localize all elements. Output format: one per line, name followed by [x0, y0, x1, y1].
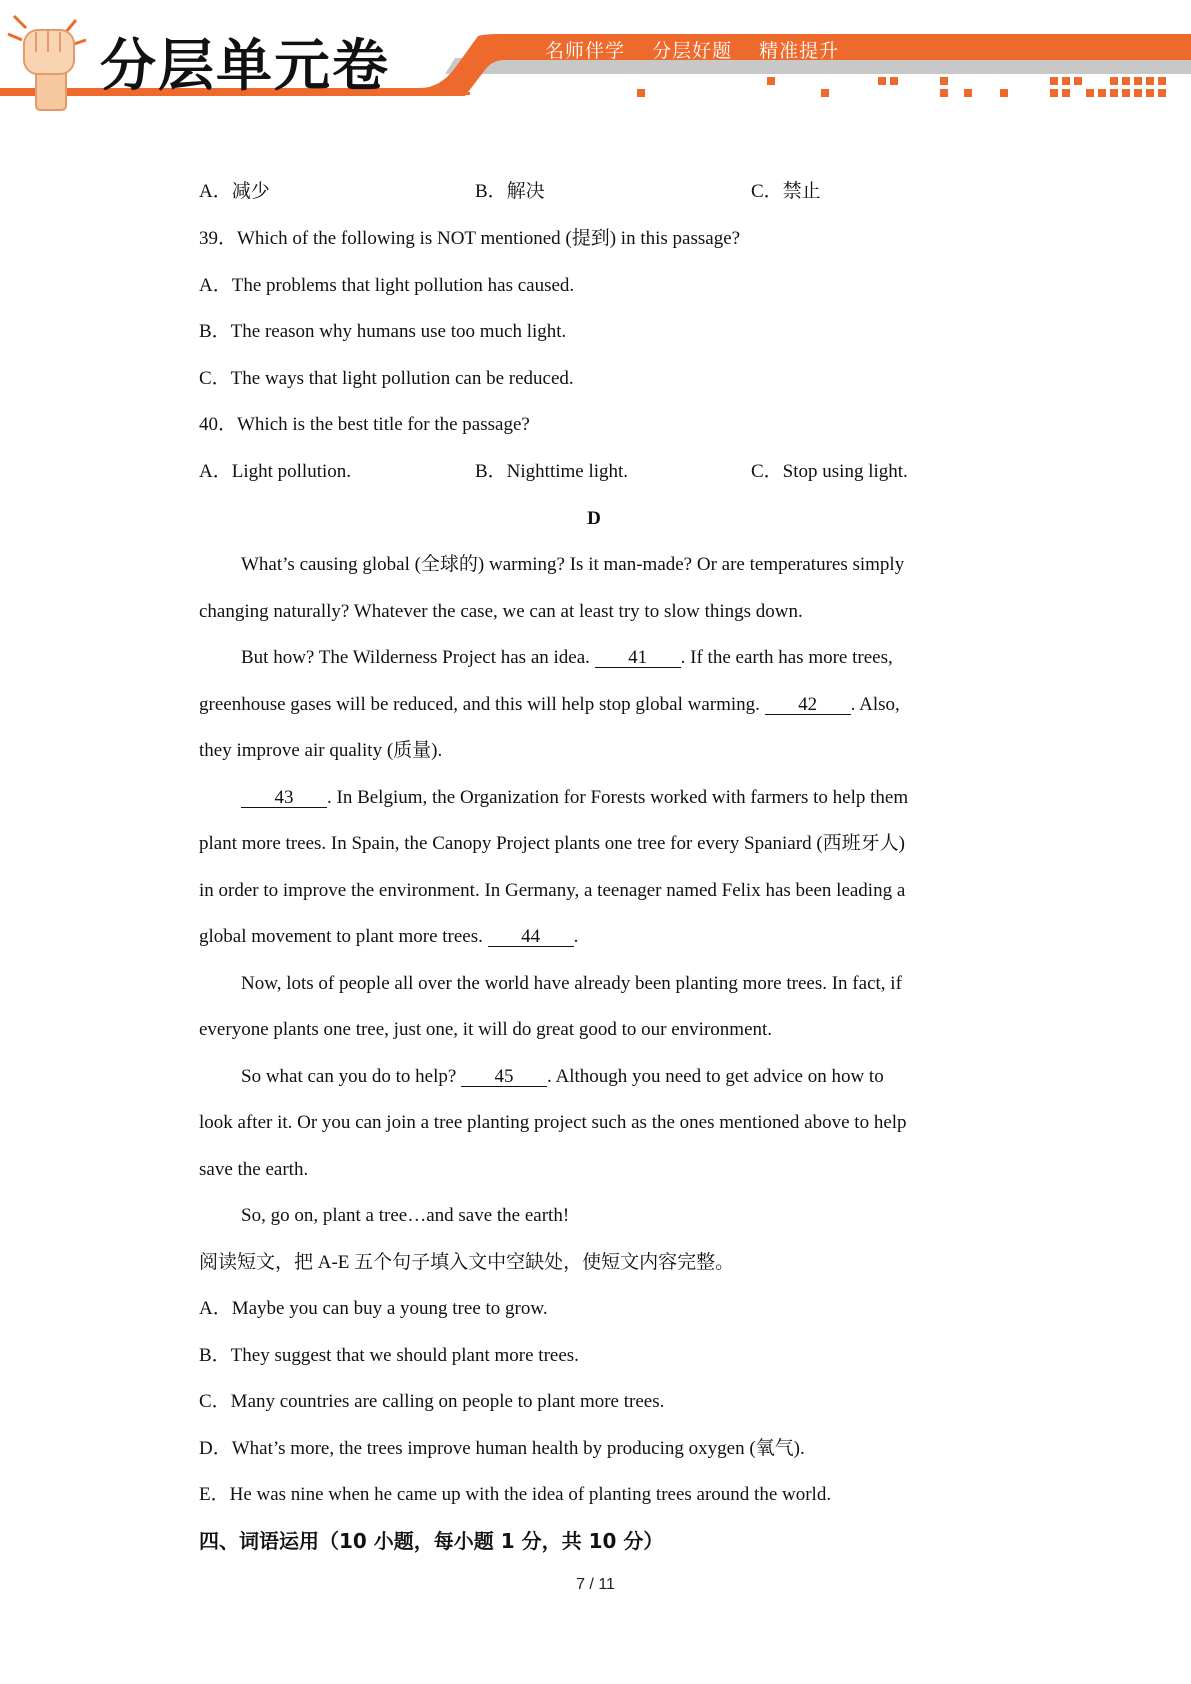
passage-p2-line2 [199, 693, 900, 717]
q38-option-b: B．解决 [475, 181, 545, 202]
passage-text: . If the earth has more trees, [680, 647, 893, 668]
blank-43[interactable]: 43 [241, 789, 327, 808]
header-slogan [545, 36, 859, 63]
passage-p1-line1: What’s causing global (全球的) warming? Is it man-made? Or are temperatures simply [241, 554, 905, 575]
passage-p3-line3: in order to improve the environment. In Germany, a teenager named Felix has been leading a [199, 880, 906, 901]
passage-p4-line2: everyone plants one tree, just one, it will do great good to our environment. [199, 1019, 773, 1040]
passage-p2-line3: they improve air quality (质量). [199, 740, 443, 761]
passage-text: But how? The Wilderness Project has an idea. [241, 647, 595, 668]
blank-41[interactable]: 41 [595, 649, 681, 668]
section-4-heading: 四、词语运用（10 小题，每小题 1 分，共 10 分） [199, 1529, 664, 1553]
passage-p5-line3: save the earth. [199, 1159, 309, 1180]
blank-42[interactable]: 42 [765, 696, 851, 715]
q38-options [199, 180, 1027, 204]
passage-text: global movement to plant more trees. [199, 926, 488, 947]
passage-text: . Although you need to get advice on how to [547, 1066, 884, 1087]
blank-44[interactable]: 44 [488, 928, 574, 947]
brand-title: 分层单元卷 [100, 34, 390, 99]
passage-heading: D [587, 508, 601, 529]
q39-option-c: C．The ways that light pollution can be reduced. [199, 368, 574, 389]
q40-option-b: B．Nighttime light. [475, 461, 629, 482]
choice-b: B．They suggest that we should plant more trees. [199, 1345, 579, 1366]
choice-a: A．Maybe you can buy a young tree to grow. [199, 1298, 548, 1319]
choice-e: E．He was nine when he came up with the idea of planting trees around the world. [199, 1484, 832, 1505]
page-header [0, 0, 1191, 130]
passage-p5-line1 [199, 1065, 884, 1089]
q40-option-a: A．Light pollution. [199, 461, 352, 482]
passage-text: . Also, [850, 694, 900, 715]
slogan-2: 分层好题 [652, 40, 733, 62]
q38-option-c: C．禁止 [751, 181, 821, 202]
passage-text: . [573, 926, 579, 947]
blank-45[interactable]: 45 [461, 1068, 547, 1087]
choice-c: C．Many countries are calling on people to plant more trees. [199, 1391, 665, 1412]
passage-p6: So, go on, plant a tree…and save the earth! [241, 1205, 570, 1226]
passage-p3-line2: plant more trees. In Spain, the Canopy Project plants one tree for every Spaniard (西班牙人) [199, 833, 905, 854]
decorative-squares [637, 77, 1166, 97]
passage-text: . In Belgium, the Organization for Forests worked with farmers to help them [327, 787, 909, 808]
passage-p5-line2: look after it. Or you can join a tree planting project such as the ones mentioned above to help [199, 1112, 907, 1133]
passage-p1-line2: changing naturally? Whatever the case, we can at least try to slow things down. [199, 601, 803, 622]
q40-stem: 40．Which is the best title for the passage? [199, 414, 530, 435]
passage-p4-line1: Now, lots of people all over the world have already been planting more trees. In fact, if [241, 973, 902, 994]
slogan-3: 精准提升 [759, 40, 840, 62]
slogan-1: 名师伴学 [545, 40, 626, 62]
q39-option-b: B．The reason why humans use too much light. [199, 321, 567, 342]
q40-options [199, 460, 1027, 484]
q39-stem: 39．Which of the following is NOT mentioned (提到) in this passage? [199, 228, 741, 249]
q39-option-a: A．The problems that light pollution has caused. [199, 275, 575, 296]
page-number: 7 / 11 [576, 1576, 615, 1593]
instruction: 阅读短文，把 A-E 五个句子填入文中空缺处，使短文内容完整。 [199, 1252, 735, 1273]
passage-p2-line1 [199, 646, 893, 670]
q38-option-a: A．减少 [199, 181, 270, 202]
q40-option-c: C．Stop using light. [751, 461, 908, 482]
passage-text: So what can you do to help? [241, 1066, 462, 1087]
passage-p3-line4 [199, 925, 578, 949]
passage-p3-line1 [199, 786, 908, 810]
passage-text: greenhouse gases will be reduced, and this will help stop global warming. [199, 694, 765, 715]
choice-d: D．What’s more, the trees improve human health by producing oxygen (氧气). [199, 1438, 805, 1459]
